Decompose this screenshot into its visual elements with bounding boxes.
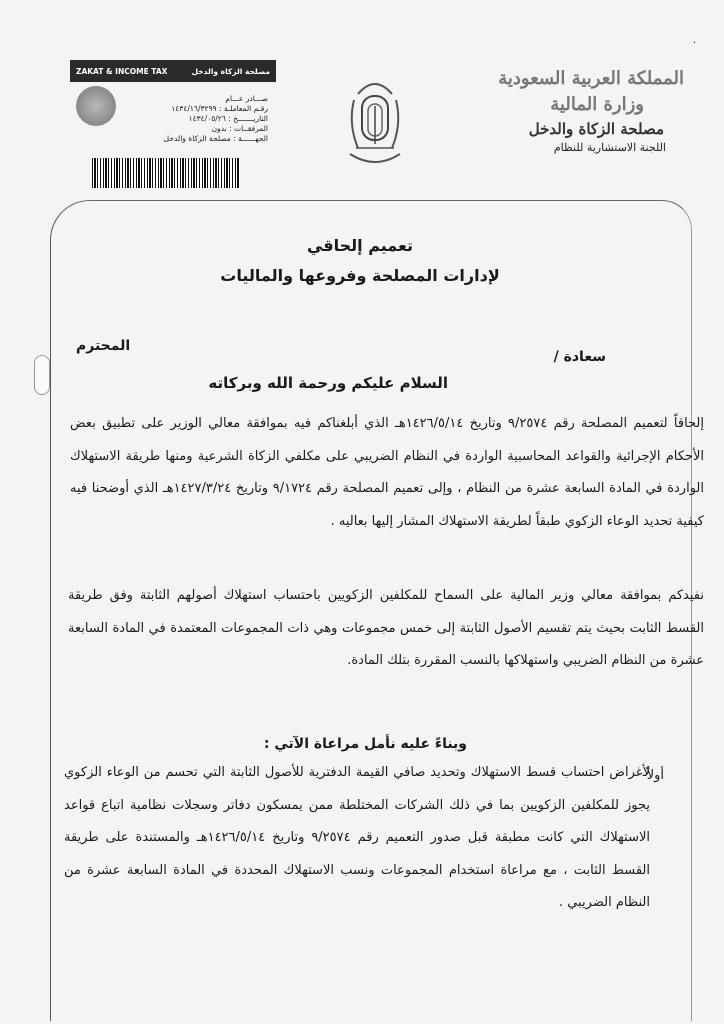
stamp-line: صـــادر عـــام — [225, 94, 268, 103]
stamp-ar-label: مصلحة الزكاة والدخل — [191, 66, 270, 76]
paragraph-2: نفيدكم بموافقة معالي وزير المالية على السماح للمكلفين الزكويين باحتساب استهلاك أصولهم الثابتة وفق طريقة القسط الثابت بحيث يتم تقسيم الأصول الثابتة إلى خمس مجموعات وهي ذات المجموعات المعتمدة في المادة السابعة عشرة من النظام الضريبي واستهلاكها بالنسب المقررة بتلك المادة. — [68, 588, 704, 668]
emblem-icon — [340, 74, 410, 170]
stamp-details — [118, 94, 268, 144]
corner-mark: · — [692, 38, 696, 49]
doc-subtitle: لإدارات المصلحة وفروعها والماليات — [220, 266, 500, 285]
barcode-icon — [92, 158, 240, 188]
kingdom-name: المملكة العربية السعودية — [498, 68, 684, 89]
respected-label: المحترم — [76, 338, 131, 354]
ministry-name: وزارة المالية — [550, 94, 644, 115]
stamp-header-bar — [70, 60, 276, 82]
letterhead — [484, 66, 684, 156]
paragraph-1: إلحاقاً لتعميم المصلحة رقم ٩/٢٥٧٤ وتاريخ ١٤٢٦/٥/١٤هـ الذي أبلغناكم فيه بموافقة معالي الوزير على تطبيق بعض الأحكام الإجرائية والقواعد المحاسبية الواردة في النظام الضريبي على مكلفي الزكاة الشرعية ومنها طريقة الاستهلاك الواردة في المادة السابعة عشرة من النظام ، وإلى تعميم المصلحة رقم ٩/١٧٢٤ وتاريخ ١٤٢٧/٣/٢٤هـ الذي أوضحنا فيه كيفية تحديد الوعاء الزكوي طبقاً لطريقة الاستهلاك المشار إليها بعاليه . — [70, 416, 704, 529]
salutation: سعادة / — [553, 349, 606, 365]
item-label: أولاً- — [642, 768, 664, 783]
department-name: مصلحة الزكاة والدخل — [528, 120, 664, 138]
greeting: السلام عليكم ورحمة الله وبركاته — [208, 374, 448, 392]
stamp-logo-icon — [76, 86, 116, 126]
stamp-line: الجهــــــة : مصلحة الزكاة والدخل — [163, 134, 268, 143]
item-1-text: لأغراض احتساب قسط الاستهلاك وتحديد صافي القيمة الدفترية للأصول الثابتة التي تحسم من الوعاء الزكوي يجوز للمكلفين الزكويين بما في ذلك الشركات المختلطة ممن يمسكون دفاتر وسجلات نظامية اتباع قواعد الاستهلاك التي كانت مطبقة قبل صدور التعميم رقم ٩/٢٥٧٤ وتاريخ ١٤٢٦/٥/١٤هـ والمستندة على طريقة القسط الثابت ، مع مراعاة استخدام المجموعات ونسب الاستهلاك المحددة في المادة السابعة عشرة من النظام الضريبي . — [64, 765, 650, 910]
item-1 — [64, 757, 700, 920]
section-heading: وبناءً عليه نأمل مراعاة الآتي : — [263, 736, 467, 752]
stamp-en-label: ZAKAT & INCOME TAX — [76, 66, 168, 76]
stamp-line: التاريـــــــخ : ١٤٣٤/٠٥/٢٦ — [188, 114, 268, 123]
stamp-line: رقـم المعاملـة : ١٤٣٤/١٦/٣٢٩٩ — [171, 104, 268, 113]
doc-title: تعميم إلحاقي — [306, 236, 414, 255]
punch-hole — [34, 355, 50, 395]
committee-name: اللجنة الاستشارية للنظام — [553, 141, 666, 154]
document-stamp — [70, 60, 276, 190]
stamp-line: المرفقــات : بدون — [211, 124, 268, 133]
